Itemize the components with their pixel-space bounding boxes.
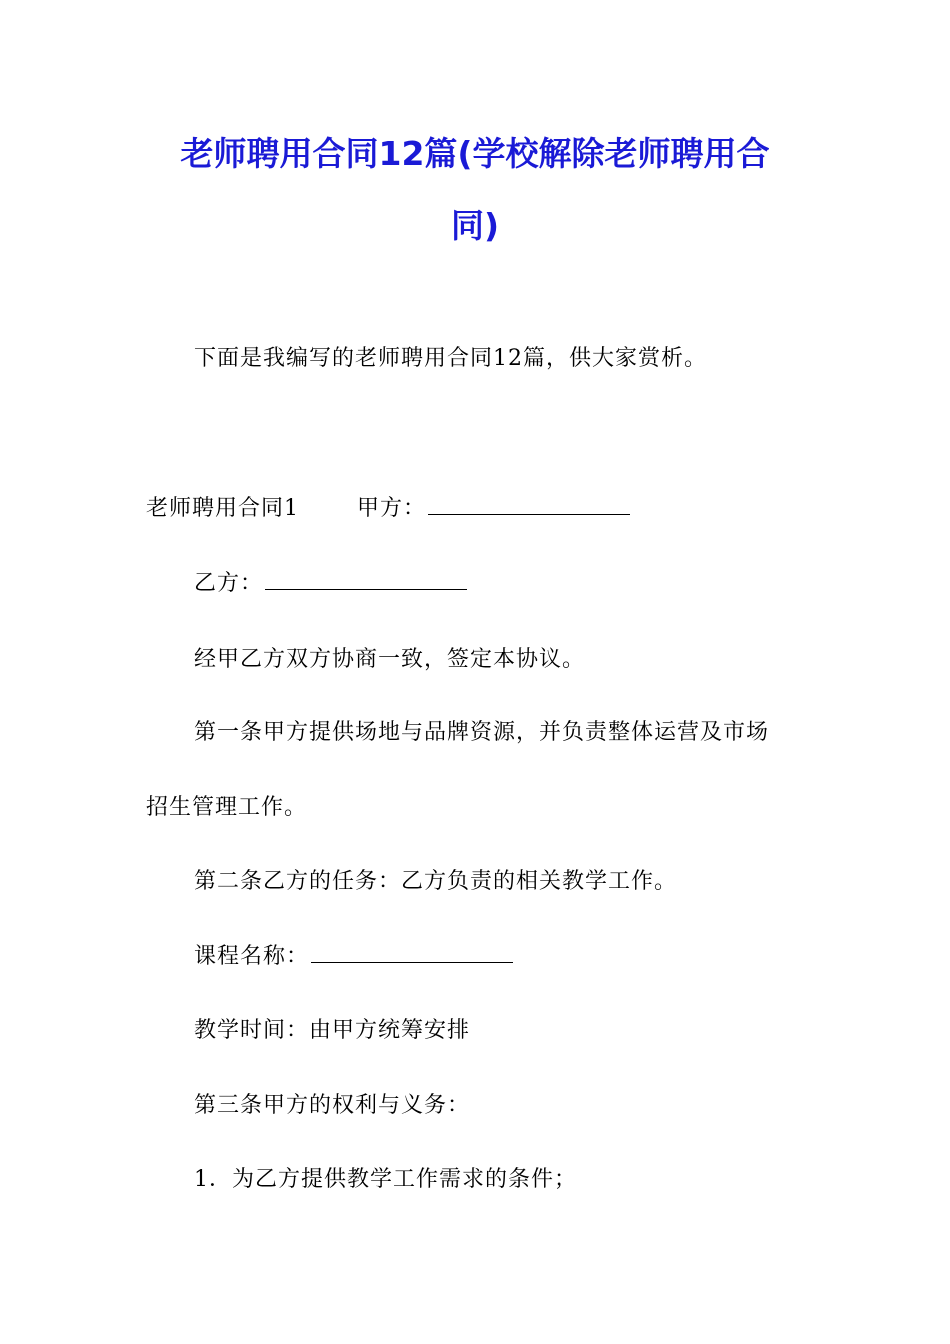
item-1-paragraph: 1．为乙方提供教学工作需求的条件；: [194, 1167, 577, 1192]
teaching-time-paragraph: 教学时间：由甲方统筹安排: [194, 1018, 471, 1043]
course-name-line: [194, 942, 513, 972]
intro-paragraph: 下面是我编写的老师聘用合同12篇，供大家赏析。: [194, 346, 707, 371]
course-name-blank: [311, 944, 513, 963]
party-a-label: 甲方：: [357, 496, 427, 521]
party-b-line: [194, 569, 467, 599]
contract-1-heading-line: [146, 494, 630, 524]
contract-1-heading: 老师聘用合同1: [146, 496, 299, 521]
party-b-label: 乙方：: [194, 571, 264, 596]
article-1-line-2: 招生管理工作。: [146, 795, 308, 820]
agreement-paragraph: 经甲乙方双方协商一致，签定本协议。: [194, 647, 586, 672]
party-b-blank: [265, 571, 467, 590]
course-name-label: 课程名称：: [194, 944, 310, 969]
article-1-line-1: 第一条甲方提供场地与品牌资源，并负责整体运营及市场: [194, 720, 770, 745]
document-title-line-1: 老师聘用合同12篇(学校解除老师聘用合: [180, 134, 770, 173]
document-title-line-2: 同): [450, 206, 500, 245]
article-3-paragraph: 第三条甲方的权利与义务：: [194, 1093, 471, 1118]
party-a-blank: [428, 496, 630, 515]
article-2-paragraph: 第二条乙方的任务：乙方负责的相关教学工作。: [194, 869, 678, 894]
